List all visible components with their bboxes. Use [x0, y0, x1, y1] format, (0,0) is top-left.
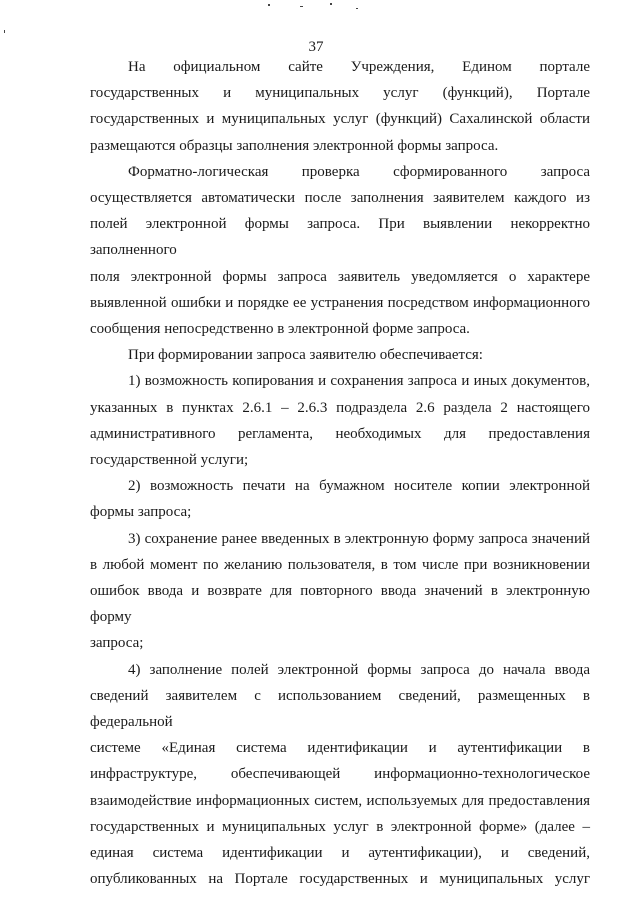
text-line: сообщения непосредственно в электронной форме запроса.	[90, 321, 470, 338]
text-line: При формировании запроса заявителю обеспечивается:	[128, 347, 483, 364]
text-line: системе «Единая система идентификации и аутентификации в	[90, 740, 590, 757]
text-line: опубликованных на Портале государственных и муниципальных услуг	[90, 871, 590, 888]
scan-speck	[330, 3, 332, 5]
text-line: 1) возможность копирования и сохранения запроса и иных документов,	[128, 373, 590, 390]
text-line: поля электронной формы запроса заявитель уведомляется о характере	[90, 268, 590, 285]
text-line: государственной услуги;	[90, 452, 249, 469]
text-line: 4) заполнение полей электронной формы запроса до начала ввода	[128, 661, 590, 678]
list-item-3	[90, 526, 590, 657]
list-item-2	[90, 473, 590, 525]
text-line: взаимодействие информационных систем, используемых для предоставления	[90, 792, 590, 809]
scan-speck	[4, 30, 5, 33]
text-line: запроса;	[90, 635, 144, 652]
text-line: 3) сохранение ранее введенных в электронную форму запроса значений	[128, 530, 590, 547]
text-line: формы запроса;	[90, 504, 192, 521]
list-item-4	[90, 657, 590, 893]
text-line: размещаются образцы заполнения электронной формы запроса.	[90, 137, 499, 154]
text-line: единая система идентификации и аутентификации), и сведений,	[90, 845, 590, 862]
text-line: государственных и муниципальных услуг (функций), Портале	[90, 85, 590, 102]
text-line: сведений заявителем с использованием сведений, размещенных в федеральной	[90, 687, 590, 731]
text-line: осуществляется автоматически после заполнения заявителем каждого из	[90, 190, 590, 207]
text-line: полей электронной формы запроса. При выявлении некорректно заполненного	[90, 216, 590, 259]
scan-speck	[268, 4, 270, 6]
text-line: На официальном сайте Учреждения, Едином портале	[128, 59, 590, 75]
text-line: Форматно-логическая проверка сформированного запроса	[128, 163, 590, 180]
paragraph-provided-intro	[90, 342, 590, 368]
text-line: 2) возможность печати на бумажном носителе копии электронной	[128, 478, 590, 495]
text-line: в любой момент по желанию пользователя, в том числе при возникновении	[90, 556, 590, 573]
document-body	[90, 54, 590, 893]
text-line: инфраструктуре, обеспечивающей информационно-технологическое	[90, 766, 590, 783]
text-line: выявленной ошибки и порядке ее устранения посредством информационного	[90, 294, 590, 311]
paragraph-format-check	[90, 159, 590, 342]
text-line: ошибок ввода и возврате для повторного ввода значений в электронную форму	[90, 583, 590, 626]
list-item-1	[90, 368, 590, 473]
text-line: административного регламента, необходимых для предоставления	[90, 425, 590, 442]
paragraph-portals	[90, 54, 590, 159]
text-line: указанных в пунктах 2.6.1 – 2.6.3 подраздела 2.6 раздела 2 настоящего	[90, 399, 590, 416]
page-number: 37	[308, 39, 324, 55]
text-line: государственных и муниципальных услуг (функций) Сахалинской области	[90, 111, 590, 128]
scan-speck	[356, 8, 358, 9]
text-line: государственных и муниципальных услуг в электронной форме» (далее –	[90, 818, 590, 835]
scan-speck	[300, 6, 303, 7]
